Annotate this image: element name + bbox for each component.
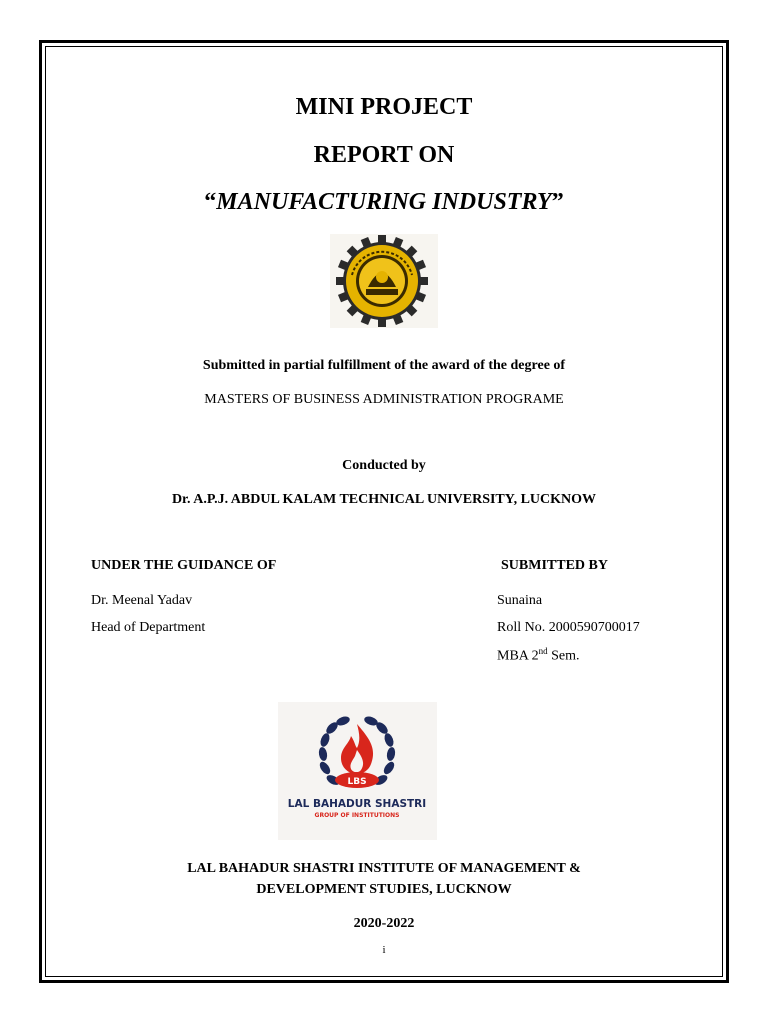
logo-name-line: LAL BAHADUR SHASTRI <box>287 798 427 810</box>
conducted-by-label: Conducted by <box>342 458 426 473</box>
page-number: i <box>382 944 386 956</box>
submitted-by-heading: SUBMITTED BY <box>501 558 608 573</box>
project-topic: MANUFACTURING INDUSTRY <box>216 189 552 215</box>
degree-name: MASTERS OF BUSINESS ADMINISTRATION PROGRAME <box>204 392 564 407</box>
lbs-flame-logo-icon <box>278 702 437 840</box>
guide-name: Dr. Meenal Yadav <box>91 593 193 608</box>
title-line-2: REPORT ON <box>313 142 455 168</box>
svg-text:LBS: LBS <box>347 777 367 787</box>
student-name: Sunaina <box>497 593 543 608</box>
title-line-3: “MANUFACTURING INDUSTRY” <box>204 189 564 215</box>
student-program: MBA 2nd Sem. <box>497 646 580 664</box>
title-line-1: MINI PROJECT <box>295 94 473 120</box>
session-years: 2020-2022 <box>353 916 415 931</box>
guide-designation: Head of Department <box>91 620 206 635</box>
student-roll-number: Roll No. 2000590700017 <box>497 620 640 635</box>
institute-name-line-1: LAL BAHADUR SHASTRI INSTITUTE OF MANAGEMENT & <box>187 861 581 876</box>
institute-name-line-2: DEVELOPMENT STUDIES, LUCKNOW <box>256 882 512 897</box>
university-name: Dr. A.P.J. ABDUL KALAM TECHNICAL UNIVERSITY, LUCKNOW <box>171 492 597 507</box>
submission-statement: Submitted in partial fulfillment of the award of the degree of <box>202 358 566 373</box>
university-seal-icon <box>330 234 438 328</box>
guidance-heading: UNDER THE GUIDANCE OF <box>91 558 277 573</box>
logo-sub-line: GROUP OF INSTITUTIONS <box>314 812 400 819</box>
